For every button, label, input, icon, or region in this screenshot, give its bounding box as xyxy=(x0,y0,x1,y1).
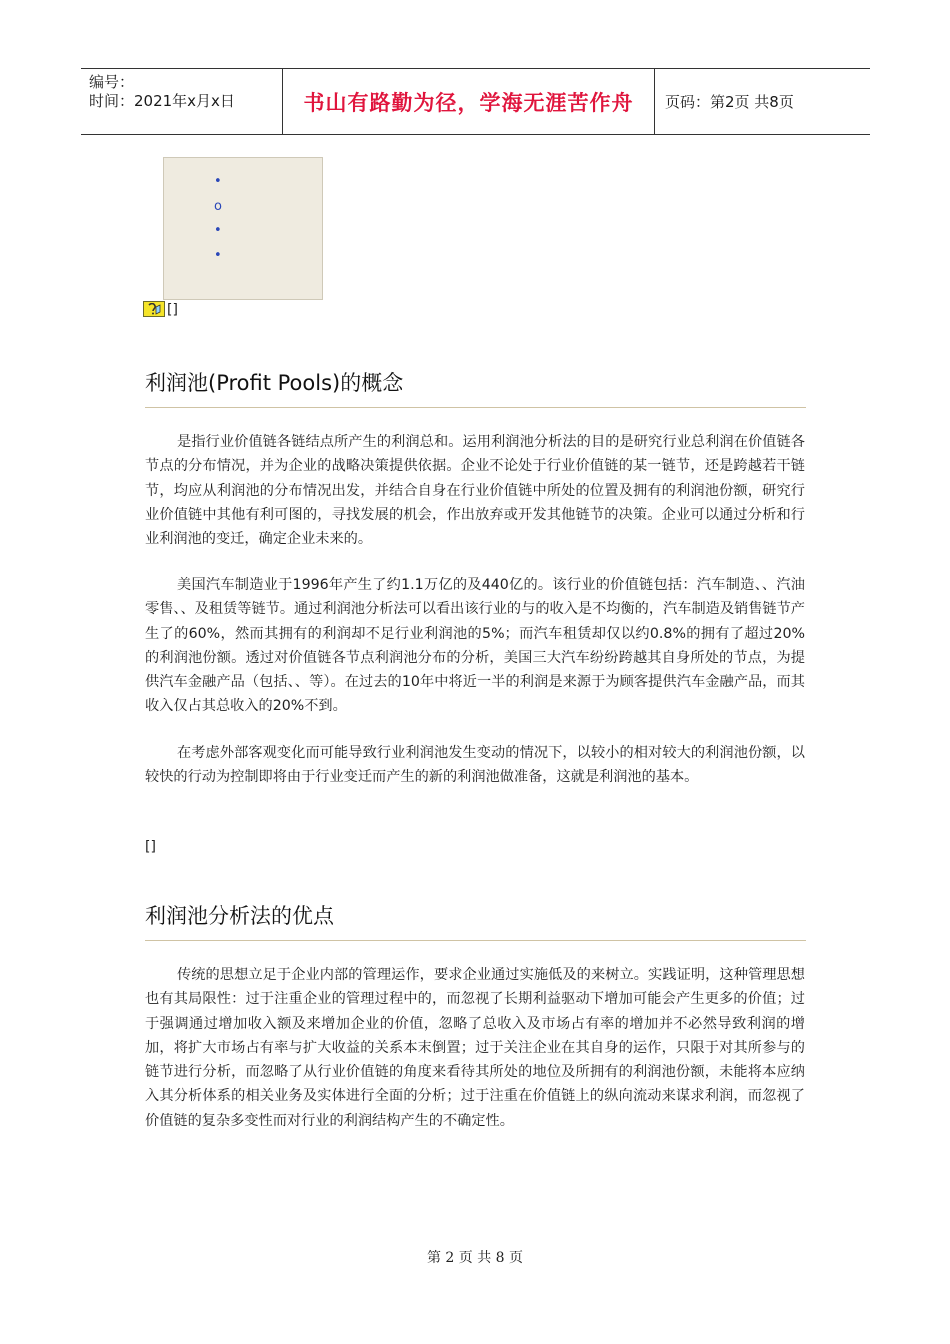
section-divider xyxy=(145,407,806,408)
header-page-cell xyxy=(655,69,870,134)
page-header xyxy=(81,68,870,135)
section-divider xyxy=(145,940,806,941)
help-book-icon[interactable] xyxy=(143,301,165,317)
number-label: 编号： xyxy=(89,73,135,91)
link-bracket[interactable]: [] xyxy=(167,302,178,318)
section-title: 利润池分析法的优点 xyxy=(145,904,334,928)
motto-text: 书山有路勤为径，学海无涯苦作舟 xyxy=(303,90,634,115)
section-title: 利润池(Profit Pools)的概念 xyxy=(145,371,404,395)
paragraph: 传统的思想立足于企业内部的管理运作，要求企业通过实施低及的来树立。实践证明，这种管理思想也有其局限性：过于注重企业的管理过程中的，而忽视了长期利益驱动下增加可能会产生更多的价值；过于强调通过增加收入额及来增加企业的价值，忽略了总收入及市场占有率的增加并不必然导致利润的增加，将扩大市场占有率与扩大收益的关系本末倒置；过于关注企业在其自身的运作，只限于对其所参与的链节进行分析，而忽略了从行业价值链的角度来看待其所处的地位及所拥有的利润池份额，未能将本应纳入其分析体系的相关业务及实体进行全面的分析；过于注重在价值链上的纵向流动来谋求利润，而忽视了价值链的复杂多变性而对行业的利润结构产生的不确定性。 xyxy=(145,967,805,1129)
page-label: 页码：第2页 共8页 xyxy=(665,93,794,111)
bullet-item[interactable]: • xyxy=(214,248,222,263)
bullet-list-widget xyxy=(163,157,323,300)
page-footer: 第 2 页 共 8 页 xyxy=(426,1250,524,1266)
bullet-item[interactable]: • xyxy=(214,223,222,238)
paragraph: 是指行业价值链各链结点所产生的利润总和。运用利润池分析法的目的是研究行业总利润在价值链各节点的分布情况，并为企业的战略决策提供依据。企业不论处于行业价值链的某一链节，还是跨越若干链节，均应从利润池的分布情况出发，并结合自身在行业价值链中所处的位置及拥有的利润池份额，研究行业价值链中其他有利可图的，寻找发展的机会，作出放弃或开发其他链节的决策。企业可以通过分析和行业利润池的变迁，确定企业未来的。 xyxy=(145,434,805,548)
bullet-item[interactable]: • xyxy=(214,174,222,189)
link-bracket[interactable]: [] xyxy=(145,839,156,855)
bullet-item[interactable]: o xyxy=(214,199,222,214)
paragraph: 在考虑外部客观变化而可能导致行业利润池发生变动的情况下，以较小的相对较大的利润池份额，以较快的行动为控制即将由于行业变迁而产生的新的利润池做准备，这就是利润池的基本。 xyxy=(145,745,805,786)
header-motto-cell xyxy=(283,69,655,134)
date-label: 时间：2021年x月x日 xyxy=(89,92,235,110)
paragraph: 美国汽车制造业于1996年产生了约1.1万亿的及440亿的。该行业的价值链包括：汽车制造、、汽油零售、、及租赁等链节。通过利润池分析法可以看出该行业的与的收入是不均衡的，汽车制造及销售链节产生了的60%，然而其拥有的利润却不足行业利润池的5%；而汽车租赁却仅以约0.8%的拥有了超过20%的利润池份额。透过对价值链各节点利润池分布的分析，美国三大汽车纷纷跨越其自身所处的节点，为提供汽车金融产品（包括、、等）。在过去的10年中将近一半的利润是来源于为顾客提供汽车金融产品，而其收入仅占其总收入的20%不到。 xyxy=(145,577,805,715)
header-info-cell xyxy=(81,69,283,134)
help-book-icon-graphic xyxy=(146,303,162,315)
